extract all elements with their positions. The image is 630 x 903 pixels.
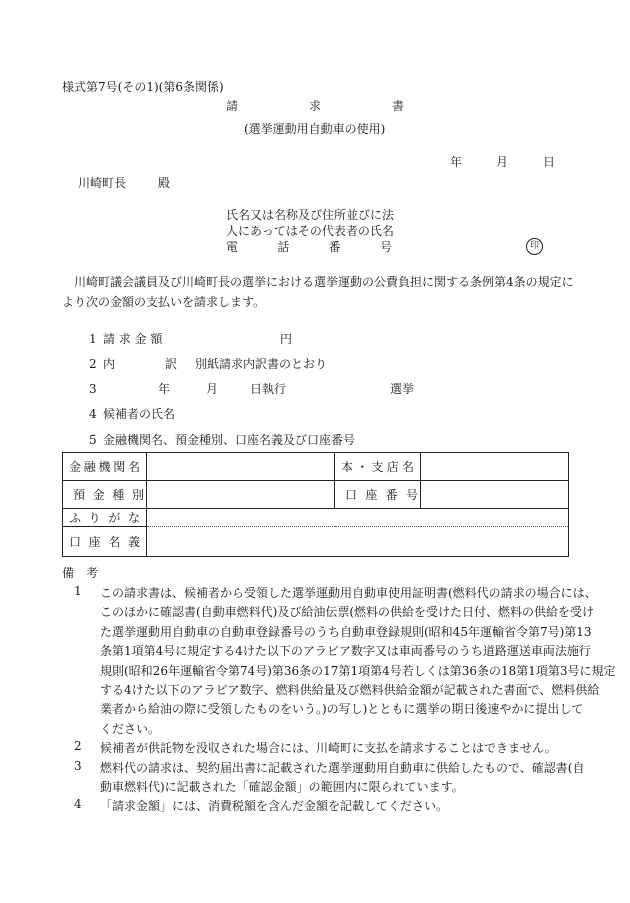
- title-char: 請: [226, 99, 239, 113]
- table-row: [63, 509, 569, 527]
- note-number: 4: [74, 797, 82, 812]
- item-1-number: 1: [89, 332, 97, 346]
- title-char: 求: [308, 99, 321, 113]
- document-title: [226, 100, 404, 112]
- note-line: 規則(昭和26年運輸省令第74号)第36条の17第1項第4号若しくは第36条の18第1項第3号に規定: [100, 663, 616, 678]
- note-line: このほかに確認書(自動車燃料代)及び給油伝票(燃料の供給を受けた日付、燃料の供給を受け: [100, 605, 595, 620]
- note-item: [62, 739, 572, 758]
- date-year: 年: [450, 155, 463, 169]
- bank-name-label: 金 融 機 関 名: [63, 453, 147, 481]
- branch-name-field[interactable]: [421, 453, 569, 481]
- note-line: 「請求金額」には、消費税額を含んだ金額を記載してください。: [100, 799, 449, 814]
- item-3-month: 月: [206, 382, 219, 396]
- account-name-field[interactable]: [147, 527, 569, 557]
- request-statement: [62, 276, 574, 308]
- deposit-type-field[interactable]: [147, 481, 335, 509]
- item-3-year: 年: [158, 382, 171, 396]
- note-number: 2: [74, 739, 82, 754]
- phone-char: 号: [379, 240, 392, 254]
- document-subtitle: (選挙運動用自動車の使用): [244, 122, 386, 136]
- bank-account-table: [62, 452, 569, 557]
- statement-line: より次の金額の支払いを請求します。: [62, 295, 266, 309]
- bank-name-field[interactable]: [147, 453, 335, 481]
- item-2-value: 別紙請求内訳書のとおり: [195, 357, 328, 371]
- note-line: た選挙運動用自動車の自動車登録番号のうち自動車登録規則(昭和45年運輸省令第7号)第13: [100, 624, 592, 639]
- notes-section: [62, 564, 616, 817]
- item-4-number: 4: [89, 407, 97, 421]
- item-2-label-a: 内: [103, 357, 116, 371]
- item-2-label-b: 訳: [165, 357, 178, 371]
- deposit-type-label: 預 金 種 別: [63, 481, 147, 509]
- item-3-number: 3: [89, 382, 97, 396]
- date-day: 日: [543, 155, 556, 169]
- note-line: ください。: [100, 721, 161, 736]
- note-line: この請求書は、候補者から受領した選挙運動用自動車使用証明書(燃料代の請求の場合には、: [100, 586, 597, 600]
- phone-label: [226, 241, 392, 253]
- addressee: 川崎町長: [78, 176, 127, 190]
- item-5-number: 5: [89, 433, 97, 447]
- form-id: 様式第7号(その1)(第6条関係): [62, 80, 224, 94]
- item-3-election: 選挙: [390, 382, 415, 396]
- account-number-label: 口 座 番 号: [335, 481, 421, 509]
- applicant-name-label-line2: 人にあってはその代表者の氏名: [226, 224, 394, 238]
- note-item: [62, 758, 585, 798]
- table-row: [63, 527, 569, 557]
- furigana-label: ふ り が な: [63, 509, 147, 527]
- note-line: 燃料代の請求は、契約届出書に記載された選挙運動用自動車に供給したもので、確認書(自: [100, 760, 585, 775]
- date-month: 月: [496, 155, 509, 169]
- furigana-field[interactable]: [147, 509, 569, 527]
- phone-char: 電: [226, 240, 239, 254]
- note-line: する4けた以下のアラビア数字、燃料供給量及び燃料供給金額が記載された書面で、燃料供給: [100, 682, 600, 697]
- note-number: 1: [74, 584, 82, 598]
- title-char: 書: [391, 99, 404, 113]
- branch-name-label: 本 ・ 支 店 名: [335, 453, 421, 481]
- account-number-field[interactable]: [421, 481, 569, 509]
- note-number: 3: [74, 758, 82, 773]
- item-1-label: 請 求 金 額: [103, 332, 163, 346]
- phone-char: 話: [277, 240, 290, 254]
- account-name-label: 口 座 名 義: [63, 527, 147, 557]
- seal-mark: 印: [526, 238, 543, 255]
- table-row: [63, 481, 569, 509]
- honorific: 殿: [158, 176, 171, 190]
- note-item: [62, 797, 572, 816]
- item-3-day: 日執行: [250, 382, 287, 396]
- note-item: [62, 584, 616, 739]
- item-2-number: 2: [89, 357, 97, 371]
- note-line: 候補者が供託物を没収された場合には、川崎町に支払を請求することはできません。: [100, 741, 557, 756]
- applicant-name-label-line1: 氏名又は名称及び住所並びに法: [226, 208, 395, 222]
- note-line: 業者から給油の際に受領したものをいう。)の写し)とともに選挙の期日後速やかに提出して: [100, 702, 584, 717]
- note-line: 動車燃料代)に記載された「確認金額」の範囲内に限られています。: [100, 779, 464, 794]
- item-1-unit: 円: [280, 332, 293, 346]
- notes-heading: 備 考: [62, 566, 99, 580]
- statement-line: 川崎町議会議員及び川崎町長の選挙における選挙運動の公費負担に関する条例第4条の規定に: [74, 275, 574, 289]
- table-row: [63, 453, 569, 481]
- item-5-label: 金融機関名、預金種別、口座名義及び口座番号: [103, 433, 356, 447]
- phone-char: 番: [328, 240, 341, 254]
- item-4-label: 候補者の氏名: [103, 407, 176, 421]
- note-line: 条第1項第4号に規定する4けた以下のアラビア数字又は車両番号のうち道路運送車両法施行: [100, 644, 591, 659]
